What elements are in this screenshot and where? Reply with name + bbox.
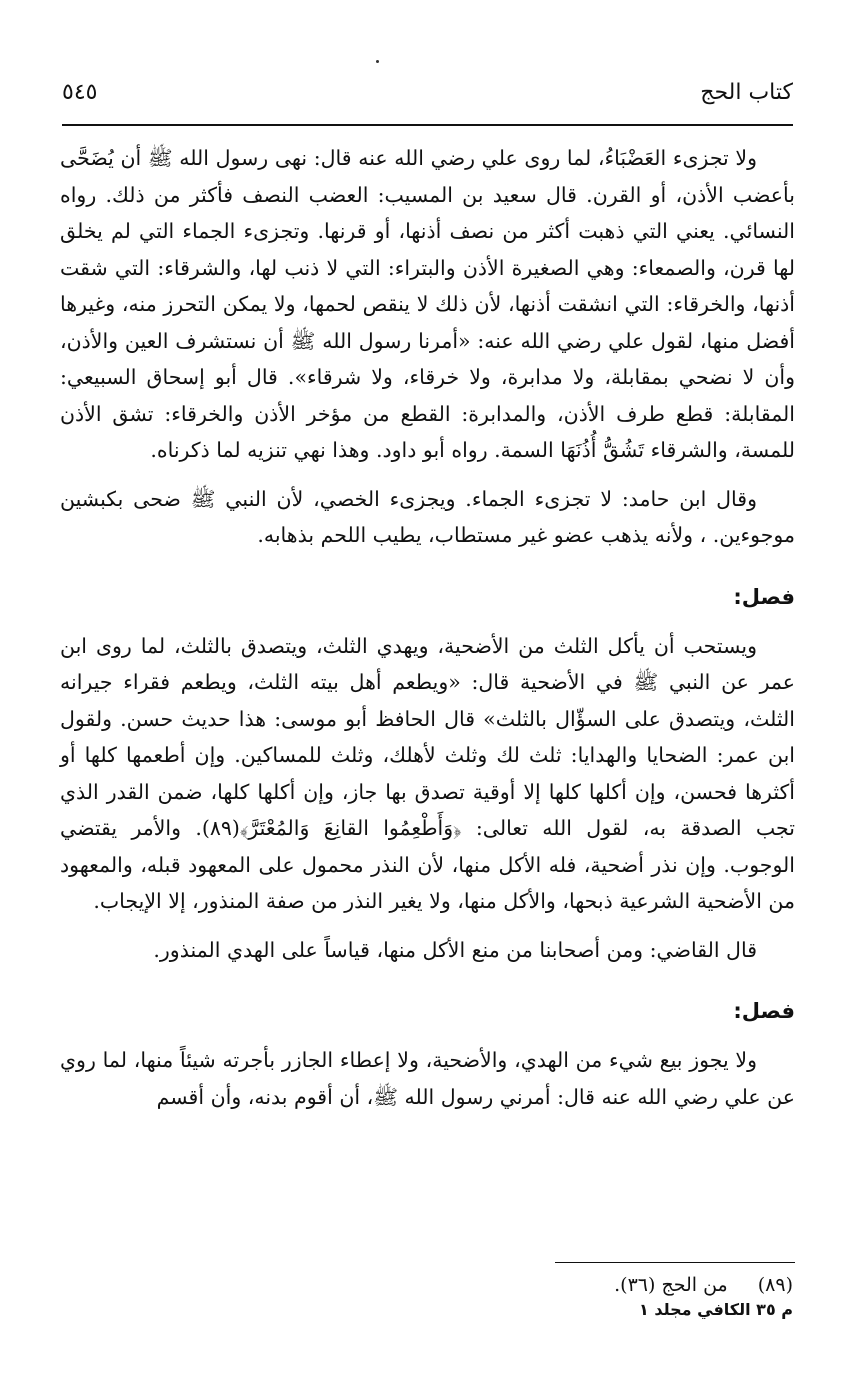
- section-heading-1: فصل:: [733, 584, 795, 609]
- page-body: [60, 140, 795, 1127]
- printer-signature: م ٣٥ الكافي مجلد ١: [639, 1300, 793, 1319]
- page-speck: [376, 60, 379, 63]
- page-header: [62, 72, 793, 112]
- page-number: ٥٤٥: [62, 79, 98, 105]
- paragraph-2: وقال ابن حامد: لا تجزىء الجماء. ويجزىء الخصي، لأن النبي ﷺ ضحى بكبشين موجوءين. ، ولأنه يذهب عضو غير مستطاب، يطيب اللحم بذهابه.: [60, 486, 795, 547]
- paragraph-3: ويستحب أن يأكل الثلث من الأضحية، ويهدي الثلث، ويتصدق بالثلث، لما روى ابن عمر عن النبي ﷺ في الأضحية قال: «ويطعم أهل بيته الثلث، ويطعم فقراء جيرانه الثلث، ويتصدق على السؤّال بالثلث» قال الحافظ أبو موسى: هذا حديث حسن. ولقول ابن عمر: الضحايا والهدايا: ثلث لك وثلث لأهلك، وثلث للمساكين. وإن أطعمها كلها أو أكثرها فحسن، وإن أكلها كلها إلا أوقية تصدق بها جاز، وإن أكلها كلها، ضمن القدر الذي تجب الصدقة به، لقول الله تعالى: ﴿وَأَطْعِمُوا القانِعَ وَالمُعْتَرَّ﴾(٨٩). والأمر يقتضي الوجوب. وإن نذر أضحية، فله الأكل منها، لأن النذر محمول على المعهود قبله، والمعهود من الأضحية الشرعية ذبحها، والأكل منها، ولا يغير النذر من صفة المنذور، إلا الإيجاب.: [60, 633, 795, 913]
- footnote: [62, 1270, 793, 1300]
- paragraph-1: ولا تجزىء العَضْبَاءُ، لما روى علي رضي الله عنه قال: نهى رسول الله ﷺ أن يُضَحَّى بأعضب الأذن، أو القرن. قال سعيد بن المسيب: العضب النصف فأكثر من ذلك. رواه النسائي. يعني التي ذهبت أكثر من نصف أذنها، أو قرنها. وتجزىء الجماء التي لم يخلق لها قرن، والصمعاء: وهي الصغيرة الأذن والبتراء: التي لا ذنب لها، والشرقاء: التي شقت أذنها، والخرقاء: التي انشقت أذنها، لأن ذلك لا ينقص لحمها، ولا يمكن التحرز منه، وغيرها أفضل منها، لقول علي رضي الله عنه: «أمرنا رسول الله ﷺ أن نستشرف العين والأذن، وأن لا نضحي بمقابلة، ولا مدابرة، ولا خرقاء، ولا شرقاء». قال أبو إسحاق السبيعي: المقابلة: قطع طرف الأذن، والمدابرة: القطع من مؤخر الأذن والخرقاء: تشق الأذن للمسة، والشرقاء تَشُقُّ أُذُنَهَا السمة. رواه أبو داود. وهذا نهي تنزيه لما ذكرناه.: [60, 146, 795, 462]
- paragraph-4: قال القاضي: ومن أصحابنا من منع الأكل منها، قياساً على الهدي المنذور.: [153, 937, 757, 962]
- section-heading-2: فصل:: [733, 999, 795, 1023]
- footnote-rule: [555, 1262, 795, 1263]
- footnote-text: من الحج (٣٦).: [614, 1274, 728, 1296]
- header-rule: [62, 124, 793, 126]
- footnote-number: (٨٩): [757, 1274, 793, 1296]
- book-title: كتاب الحج: [700, 79, 793, 105]
- paragraph-5: ولا يجوز بيع شيء من الهدي، والأضحية، ولا إعطاء الجازر بأجرته شيئاً منها، لما روي عن علي رضي الله عنه قال: أمرني رسول الله ﷺ، أن أقوم بدنه، وأن أقسم: [60, 1048, 795, 1109]
